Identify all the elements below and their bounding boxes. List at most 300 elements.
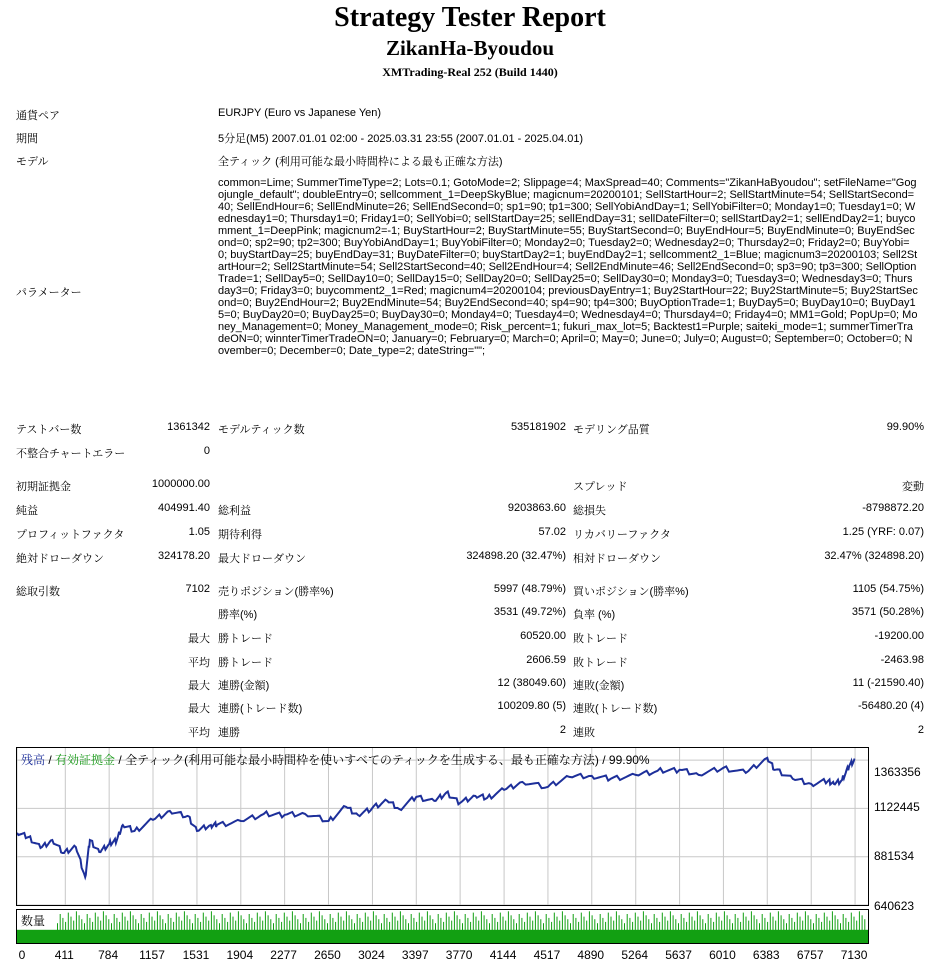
volume-bar <box>116 918 117 943</box>
volume-bar <box>737 918 738 943</box>
volume-bar <box>840 923 841 943</box>
volume-bar <box>108 919 109 943</box>
max-loss-value: -19200.00 <box>874 630 924 642</box>
avg-cons-win-label: 連勝 <box>218 727 240 739</box>
volume-bar <box>481 911 482 943</box>
volume-bar <box>851 913 852 943</box>
spread-label: スプレッド <box>573 481 628 493</box>
volume-bar <box>435 923 436 943</box>
volume-bar <box>638 917 639 943</box>
winrate-value: 3531 (49.72%) <box>493 606 566 618</box>
volume-bar <box>651 923 652 943</box>
max-win-value: 60520.00 <box>520 630 566 642</box>
volume-bar <box>427 911 428 943</box>
volume-bar <box>810 919 811 943</box>
volume-bar <box>567 919 568 943</box>
volume-bar <box>162 919 163 943</box>
volume-bar <box>249 914 250 943</box>
legend-balance: 残高 <box>21 753 46 767</box>
volume-bar <box>381 923 382 943</box>
avg-cons-loss-label: 連敗 <box>573 727 595 739</box>
volume-bar <box>57 923 58 943</box>
volume-bar <box>724 911 725 943</box>
legend-sep-1: / <box>45 753 56 767</box>
volume-bar <box>127 921 128 943</box>
volume-bar <box>138 923 139 943</box>
volume-bar <box>287 917 288 943</box>
errors-value: 0 <box>203 445 210 457</box>
volume-bar <box>557 917 558 943</box>
volume-bar <box>538 915 539 943</box>
short-label: 売りポジション(勝率%) <box>218 586 334 598</box>
volume-bar <box>295 915 296 943</box>
volume-bar <box>432 919 433 943</box>
volume-bar <box>100 921 101 943</box>
volume-bar <box>818 918 819 943</box>
volume-bar <box>832 911 833 943</box>
y-tick-label: 1363356 <box>874 765 921 779</box>
volume-bar <box>443 922 444 943</box>
volume-bar <box>805 911 806 943</box>
volume-bar <box>192 923 193 943</box>
volume-bar <box>346 911 347 943</box>
volume-bar <box>694 921 695 943</box>
volume-chart <box>16 909 869 944</box>
volume-bar <box>565 915 566 943</box>
cons-win-amt-label: 連勝(金額) <box>218 680 270 692</box>
volume-bar <box>756 919 757 943</box>
volume-bar <box>89 918 90 943</box>
max-label-1: 最大 <box>188 633 210 645</box>
volume-bar <box>624 923 625 943</box>
volume-bar <box>605 922 606 943</box>
ticks-value: 535181902 <box>510 421 566 433</box>
volume-bar <box>235 921 236 943</box>
y-tick-label: 1122445 <box>874 800 920 815</box>
volume-bar <box>845 918 846 943</box>
volume-bar <box>854 917 855 943</box>
volume-bar <box>762 914 763 943</box>
volume-bar <box>416 922 417 943</box>
volume-bar <box>778 911 779 943</box>
volume-bar <box>405 919 406 943</box>
pf-label: プロフィットファクタ <box>16 529 125 541</box>
volume-bar <box>721 921 722 943</box>
abs-dd-value: 324178.20 <box>158 550 210 562</box>
volume-bar <box>459 919 460 943</box>
volume-bar <box>60 914 61 943</box>
bars-label: テストバー数 <box>16 424 82 436</box>
volume-bar <box>400 911 401 943</box>
volume-bar <box>692 917 693 943</box>
net-label: 純益 <box>16 505 38 517</box>
volume-bar <box>135 919 136 943</box>
volume-bar <box>181 921 182 943</box>
x-tick-label: 5264 <box>621 948 649 962</box>
volume-bar <box>573 914 574 943</box>
volume-bar <box>519 914 520 943</box>
volume-bar <box>354 923 355 943</box>
balance-series-line <box>17 758 855 877</box>
volume-bar <box>176 913 177 943</box>
volume-bar <box>62 918 63 943</box>
volume-bar <box>667 921 668 943</box>
volume-bar <box>670 911 671 943</box>
volume-bar <box>619 915 620 943</box>
volume-bar <box>859 911 860 943</box>
x-tick-label: 3024 <box>358 948 385 962</box>
volume-bar <box>543 923 544 943</box>
volume-bar <box>589 911 590 943</box>
ea-name: ZikanHa-Byoudou <box>385 36 555 60</box>
volume-bar <box>68 913 69 943</box>
x-tick-label: 0 <box>18 948 26 962</box>
volume-bar <box>548 918 549 943</box>
gross-profit-label: 総利益 <box>218 505 251 517</box>
volume-bar <box>351 919 352 943</box>
x-tick-label: 2650 <box>314 948 341 962</box>
volume-bar <box>365 913 366 943</box>
volume-bar <box>665 917 666 943</box>
params-value: common=Lime; SummerTimeType=2; Lots=0.1; GotoMode=2; Slippage=4; MaxSpread=40; Comments="ZikanHaByoudou"; setFileName="Gogojungle_default"; doubleEntry=0; sellcomment_1=DeepSkyBlue; magicnum=20200101; SellStartHour=2; SellStartMinute=54; SellStartSecond=40; SellEndHour=6; SellEndMinute=26; SellEndSecond=0; sp1=90; tp1=300; SellYobiAndDay=1; SellYobiFilter=0; Monday1=0; Tuesday1=0; Wednesday1=0; Thursday1=0; Friday1=0; SellYobi=0; sellStartDay=25; sellEndDay=31; sellDateFilter=0; sellStartDay2=1; sellEndDay2=1; buycomment_1=DeepPink; magicnum2=-1; BuyStartHour=2; BuyStartMinute=55; BuyStartSecond=0; BuyEndHour=5; BuyEndMinute=0; BuyEndSecond=0; sp2=90; tp2=300; BuyYobiAndDay=1; BuyYobiFilter=0; Monday2=0; Tuesday2=0; Wednesday2=0; Thursday2=0; Friday2=0; BuyYobi=0; buyStartDay=25; buyEndDay=31; BuyDateFilter=0; buyStartDay2=1; buyEndDay2=1; sellcomment2_1=Blue; magicnum3=20200103; Sell2StartHour=2; Sell2StartMinute=54; Sell2StartSecond=40; Sell2EndHour=4; Sell2EndMinute=46; Sell2EndSecond=0; sp3=90; tp3=300; SellOptionTrade=1; SellDay5=0; SellDay10=0; SellDay15=0; SellDay20=0; SellDay25=0; SellDay30=0; Monday3=0; Tuesday3=0; Wednesday3=0; Thursday3=0; Friday3=0; buycomment2_1=Red; magicnum4=20200104; previousDayEntry=1; Buy2StartHour=22; Buy2StartMinute=5; Buy2StartSecond=0; Buy2EndHour=2; Buy2EndMinute=54; Buy2EndSecond=40; sp4=90; tp4=300; BuyOptionTrade=1; BuyDay5=0; BuyDay10=0; BuyDay15=0; BuyDay20=0; BuyDay25=0; BuyDay30=0; Monday4=0; Tuesday4=0; Wednesday4=0; Thursday4=0; Friday4=0; MM1=Gold; PopUp=0; Money_Management=0; Money_Management_mode=0; Risk_percent=1; fukuri_max_lot=5; Backtest1=Purple; saiteki_mode=1; summerTimerTradeON=0; winnterTimerTradeON=0; January=0; February=0; March=0; April=0; May=0; June=0; July=0; August=0; September=0; October=0; November=0; December=0; Date_type=2; dateString=""; <box>218 177 918 357</box>
cons-loss-amt-value: 11 (-21590.40) <box>852 677 924 689</box>
volume-bar <box>783 919 784 943</box>
volume-bar <box>146 922 147 943</box>
volume-bar <box>200 922 201 943</box>
cons-loss-trades-label: 連敗(トレード数) <box>573 703 658 715</box>
volume-bar <box>316 921 317 943</box>
legend-equity: 有効証拠金 <box>55 753 116 767</box>
volume-bar <box>422 917 423 943</box>
volume-bar <box>781 915 782 943</box>
volume-bar <box>500 913 501 943</box>
cons-profit-value: 100209.80 (5) <box>497 700 566 712</box>
volume-bar <box>613 921 614 943</box>
volume-bar <box>430 915 431 943</box>
x-tick-label: 6757 <box>796 948 824 962</box>
volume-bar <box>643 911 644 943</box>
volume-bar <box>378 919 379 943</box>
gross-loss-label: 総損失 <box>573 505 606 517</box>
recovery-label: リカバリーファクタ <box>573 529 671 541</box>
gross-loss-value: -8798872.20 <box>862 502 924 514</box>
volume-bar <box>349 915 350 943</box>
volume-bar <box>492 914 493 943</box>
volume-bar <box>719 917 720 943</box>
volume-bar <box>303 914 304 943</box>
volume-bar <box>710 918 711 943</box>
volume-bar <box>203 913 204 943</box>
volume-bar <box>759 923 760 943</box>
volume-bar <box>152 917 153 943</box>
volume-bar <box>578 922 579 943</box>
volume-bar <box>95 913 96 943</box>
avg-cons-loss-value: 2 <box>917 724 924 736</box>
long-label: 買いポジション(勝率%) <box>573 586 689 598</box>
volume-bar <box>678 923 679 943</box>
volume-bar <box>681 914 682 943</box>
volume-bar <box>246 923 247 943</box>
volume-bar <box>503 917 504 943</box>
volume-bar <box>770 913 771 943</box>
volume-bar <box>843 914 844 943</box>
volume-bar <box>389 922 390 943</box>
deposit-value: 1000000.00 <box>151 478 210 490</box>
expected-label: 期待利得 <box>218 529 262 541</box>
volume-bar <box>222 914 223 943</box>
volume-bar <box>206 917 207 943</box>
cons-loss-trades-value: -56480.20 (4) <box>857 700 924 712</box>
volume-bar <box>214 915 215 943</box>
volume-bar <box>791 918 792 943</box>
avg-cons-win-value: 2 <box>559 724 566 736</box>
lossrate-label: 負率 (%) <box>573 609 616 621</box>
volume-bar <box>111 923 112 943</box>
y-tick-label: 881534 <box>874 848 915 863</box>
volume-bar <box>530 917 531 943</box>
lossrate-value: 3571 (50.28%) <box>851 606 924 618</box>
volume-bar <box>656 918 657 943</box>
chart-legend <box>21 751 650 768</box>
volume-bar <box>424 921 425 943</box>
volume-bar <box>611 917 612 943</box>
volume-bar <box>219 923 220 943</box>
volume-bar <box>486 919 487 943</box>
avg-loss-value: -2463.98 <box>880 654 924 666</box>
x-tick-label: 6010 <box>709 948 736 962</box>
max-win-label: 勝トレード <box>218 633 273 645</box>
volume-bar <box>292 911 293 943</box>
volume-bar <box>65 922 66 943</box>
volume-bar <box>654 914 655 943</box>
x-tick-label: 3397 <box>401 948 429 962</box>
volume-bar <box>368 917 369 943</box>
volume-bar <box>662 913 663 943</box>
volume-bar <box>276 914 277 943</box>
volume-bar <box>659 922 660 943</box>
volume-bar <box>270 919 271 943</box>
volume-bar <box>76 911 77 943</box>
y-tick-label: 640623 <box>874 899 915 913</box>
volume-bar <box>311 913 312 943</box>
volume-bar <box>170 918 171 943</box>
volume-bar <box>476 917 477 943</box>
volume-bar <box>729 919 730 943</box>
volume-bar <box>454 911 455 943</box>
volume-bar <box>160 915 161 943</box>
volume-bar <box>648 919 649 943</box>
x-tick-label: 3770 <box>445 948 473 962</box>
volume-bar <box>143 918 144 943</box>
volume-bar <box>705 923 706 943</box>
volume-bar <box>802 921 803 943</box>
volume-bar <box>106 915 107 943</box>
x-tick-label: 5637 <box>665 948 692 962</box>
avg-win-value: 2606.59 <box>526 654 566 666</box>
volume-bar <box>157 911 158 943</box>
max-label-3: 最大 <box>188 703 210 715</box>
volume-bar <box>338 913 339 943</box>
volume-bar <box>527 913 528 943</box>
volume-bar <box>187 915 188 943</box>
volume-bar <box>594 919 595 943</box>
volume-bar <box>233 917 234 943</box>
volume-bar <box>408 923 409 943</box>
abs-dd-label: 絶対ドローダウン <box>16 553 104 565</box>
cons-profit-label: 連勝(トレード数) <box>218 703 303 715</box>
volume-bar <box>592 915 593 943</box>
volume-bar <box>392 913 393 943</box>
x-tick-label: 2277 <box>270 948 297 962</box>
volume-bar <box>727 915 728 943</box>
short-value: 5997 (48.79%) <box>493 583 566 595</box>
volume-bar <box>824 913 825 943</box>
volume-bar <box>732 923 733 943</box>
volume-bar <box>343 921 344 943</box>
report-title: Strategy Tester Report <box>334 2 606 33</box>
volume-bar <box>165 923 166 943</box>
volume-bar <box>154 921 155 943</box>
volume-bar <box>800 917 801 943</box>
volume-bar <box>775 921 776 943</box>
volume-bar <box>451 921 452 943</box>
ticks-label: モデルティック数 <box>218 424 305 436</box>
legend-sep-2: / <box>115 753 126 767</box>
volume-bar <box>254 922 255 943</box>
volume-bar <box>243 919 244 943</box>
max-label-2: 最大 <box>188 680 210 692</box>
recovery-value: 1.25 (YRF: 0.07) <box>842 526 924 538</box>
volume-bar <box>797 913 798 943</box>
volume-bar <box>208 921 209 943</box>
x-tick-label: 6383 <box>752 948 780 962</box>
volume-bar <box>511 915 512 943</box>
volume-bar <box>516 923 517 943</box>
volume-bar <box>789 914 790 943</box>
volume-bar <box>716 913 717 943</box>
model-value: 全ティック (利用可能な最小時間枠による最も正確な方法) <box>218 156 503 168</box>
volume-bar <box>835 915 836 943</box>
volume-bar <box>376 915 377 943</box>
model-label: モデル <box>16 156 49 168</box>
volume-bar <box>508 911 509 943</box>
x-tick-label: 4144 <box>489 948 517 962</box>
max-dd-label: 最大ドローダウン <box>218 553 306 565</box>
volume-bar <box>133 915 134 943</box>
net-value: 404991.40 <box>158 502 210 514</box>
volume-bar <box>314 917 315 943</box>
volume-bar <box>837 919 838 943</box>
volume-bar <box>168 914 169 943</box>
volume-bar <box>413 918 414 943</box>
volume-bar <box>305 918 306 943</box>
x-tick-label: 7130 <box>840 948 868 962</box>
volume-bar <box>686 922 687 943</box>
params-label: パラメーター <box>16 287 82 299</box>
rel-dd-label: 相対ドローダウン <box>573 553 661 565</box>
volume-bar <box>386 918 387 943</box>
volume-bar <box>440 918 441 943</box>
volume-bar <box>713 922 714 943</box>
avg-loss-label: 敗トレード <box>573 657 628 669</box>
volume-bar <box>438 914 439 943</box>
volume-bar <box>195 914 196 943</box>
volume-bar <box>251 918 252 943</box>
volume-bar <box>494 918 495 943</box>
volume-bar <box>260 917 261 943</box>
volume-bar <box>570 923 571 943</box>
volume-bar <box>597 923 598 943</box>
volume-bar <box>457 915 458 943</box>
avg-label-2: 平均 <box>188 727 210 739</box>
volume-bar <box>821 922 822 943</box>
volume-bar <box>411 914 412 943</box>
trades-label: 総取引数 <box>16 586 60 598</box>
volume-bar <box>862 915 863 943</box>
volume-bar <box>740 922 741 943</box>
volume-bar <box>357 914 358 943</box>
volume-bar <box>197 918 198 943</box>
bars-value: 1361342 <box>167 421 210 433</box>
volume-bar <box>689 913 690 943</box>
volume-bar <box>581 913 582 943</box>
volume-bar <box>92 922 93 943</box>
volume-bar <box>84 923 85 943</box>
volume-bar <box>675 919 676 943</box>
volume-bar <box>700 915 701 943</box>
volume-bar <box>773 917 774 943</box>
volume-bar <box>300 923 301 943</box>
volume-bar <box>629 918 630 943</box>
expected-value: 57.02 <box>538 526 566 538</box>
x-tick-label: 1157 <box>139 948 165 962</box>
deposit-label: 初期証拠金 <box>16 481 71 493</box>
volume-bar <box>484 915 485 943</box>
volume-bar <box>419 913 420 943</box>
volume-bar <box>470 922 471 943</box>
volume-bar <box>71 917 72 943</box>
cons-loss-amt-label: 連敗(金額) <box>573 680 625 692</box>
volume-bar <box>808 915 809 943</box>
pair-label: 通貨ペア <box>16 110 60 122</box>
legend-description: 全ティック(利用可能な最小時間枠を使いすべてのティックを生成する、最も正確な方法) / 99.90% <box>125 753 650 767</box>
volume-bar <box>397 921 398 943</box>
x-tick-label: 1904 <box>226 948 254 962</box>
volume-bar <box>751 911 752 943</box>
max-loss-label: 敗トレード <box>573 633 628 645</box>
volume-bar <box>743 913 744 943</box>
volume-bar <box>551 922 552 943</box>
volume-bar <box>341 917 342 943</box>
volume-bar <box>122 913 123 943</box>
volume-bar <box>384 914 385 943</box>
x-tick-label: 1531 <box>182 948 210 962</box>
volume-bar <box>262 921 263 943</box>
volume-bar <box>327 923 328 943</box>
volume-bar <box>600 914 601 943</box>
volume-bar <box>524 922 525 943</box>
cons-win-amt-value: 12 (38049.60) <box>497 677 566 689</box>
volume-bar <box>608 913 609 943</box>
volume-bar <box>616 911 617 943</box>
volume-bar <box>359 918 360 943</box>
volume-bar <box>827 917 828 943</box>
volume-bar <box>473 913 474 943</box>
volume-bar <box>73 921 74 943</box>
volume-bar <box>467 918 468 943</box>
volume-bar <box>211 911 212 943</box>
volume-bar <box>149 913 150 943</box>
